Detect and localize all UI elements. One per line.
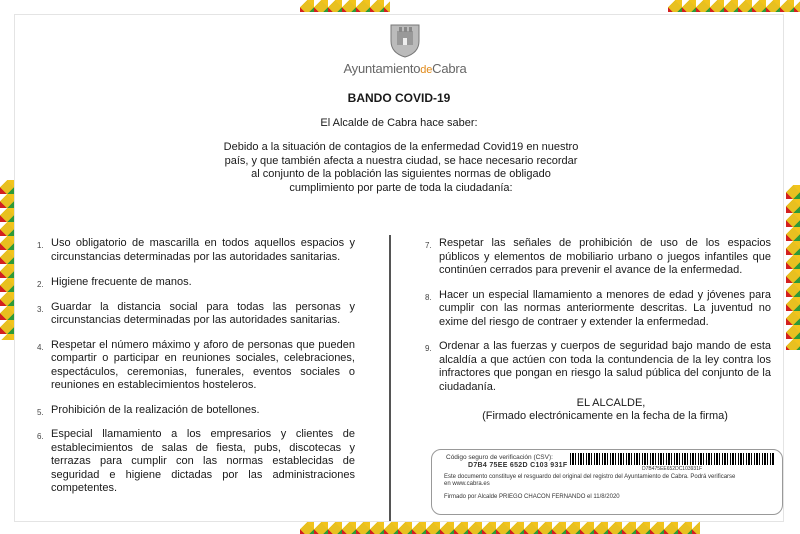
document-subtitle: El Alcalde de Cabra hace saber: (320, 117, 478, 129)
rule-item: 8. Hacer un especial llamamiento a menores de edad y jóvenes para cumplir con las normas anteriormente descritas. La juventud no exime del riesgo de contraer y extender la enfermedad. (425, 288, 771, 328)
rule-item: 3. Guardar la distancia social para todas las personas y circunstancias determinadas por las autoridades sanitarias. (37, 300, 355, 326)
rule-item: 4. Respetar el número máximo y aforo de personas que pueden compartir o participar en reuniones sociales, celebraciones, espectáculos, ceremonias, funerales, eventos sociales o reuniones en establecimientos hosteleros. (37, 338, 355, 391)
document-title: BANDO COVID-19 (347, 91, 451, 105)
rule-item: 9. Ordenar a las fuerzas y cuerpos de seguridad bajo mando de esta alcaldía a que actúen con toda la contundencia de la ley contra los infractores que pongan en riesgo la salud pública del conjunto de la ciudadanía. (425, 340, 771, 393)
rule-item: 5. Prohibición de la realización de botellones. (37, 403, 260, 417)
decorative-border-bottom (300, 522, 700, 534)
csv-label: Código seguro de verificación (CSV): (446, 454, 553, 461)
rules-right-column (425, 237, 771, 394)
signed-by-text: Firmado por Alcalde PRIEGO CHACON FERNANDO el 11/8/2020 (444, 494, 620, 500)
coat-of-arms-icon (387, 21, 423, 59)
decorative-border-top-left (300, 0, 390, 12)
rules-left-column (37, 237, 355, 496)
signature-note: (Firmado electrónicamente en la fecha de la firma) (482, 410, 728, 422)
csv-code: D7B4 75EE 652D C103 931F (468, 462, 568, 469)
decorative-border-right (786, 185, 800, 350)
column-divider (389, 235, 391, 521)
verification-text: Este documento constituye el resguardo del original del registro del Ayuntamiento de Cabra. Podrá verificarse (444, 474, 736, 480)
verification-stamp (431, 449, 783, 515)
rule-item: 2. Higiene frecuente de manos. (37, 276, 192, 289)
rule-item: 6. Especial llamamiento a los empresarios y clientes de establecimientos de salas de fiesta, pubs, discotecas y terrazas para cumplir con las normas establecidas de seguridad e higiene dictadas por las administraciones competentes. (37, 428, 355, 494)
barcode-text: D7B475EE652DC103931F (642, 466, 703, 472)
document-page (14, 14, 784, 522)
decorative-border-top-right (668, 0, 800, 12)
rule-item: 7. Respetar las señales de prohibición de uso de los espacios públicos y elementos de mobiliario urbano o juegos infantiles que continúen cerrados para prevenir el avance de la enfermedad. (425, 237, 771, 276)
verification-url: en www.cabra.es (444, 481, 490, 487)
rule-item: 1. Uso obligatorio de mascarilla en todos aquellos espacios y circunstancias determinadas por las autoridades sanitarias. (37, 237, 355, 263)
logo-wordmark: AyuntamientodeCabra (343, 61, 467, 76)
city-logo (335, 21, 475, 76)
decorative-border-left (0, 180, 14, 340)
intro-paragraph: Debido a la situación de contagios de la enfermedad Covid19 en nuestro país, y que también afecta a nuestra ciudad, se hace necesario recordar al conjunto de la población las siguientes normas de obligado cumplimiento por parte de toda la ciudadanía: (223, 141, 579, 194)
signer-title: EL ALCALDE, (576, 397, 646, 409)
barcode-icon (570, 453, 774, 465)
